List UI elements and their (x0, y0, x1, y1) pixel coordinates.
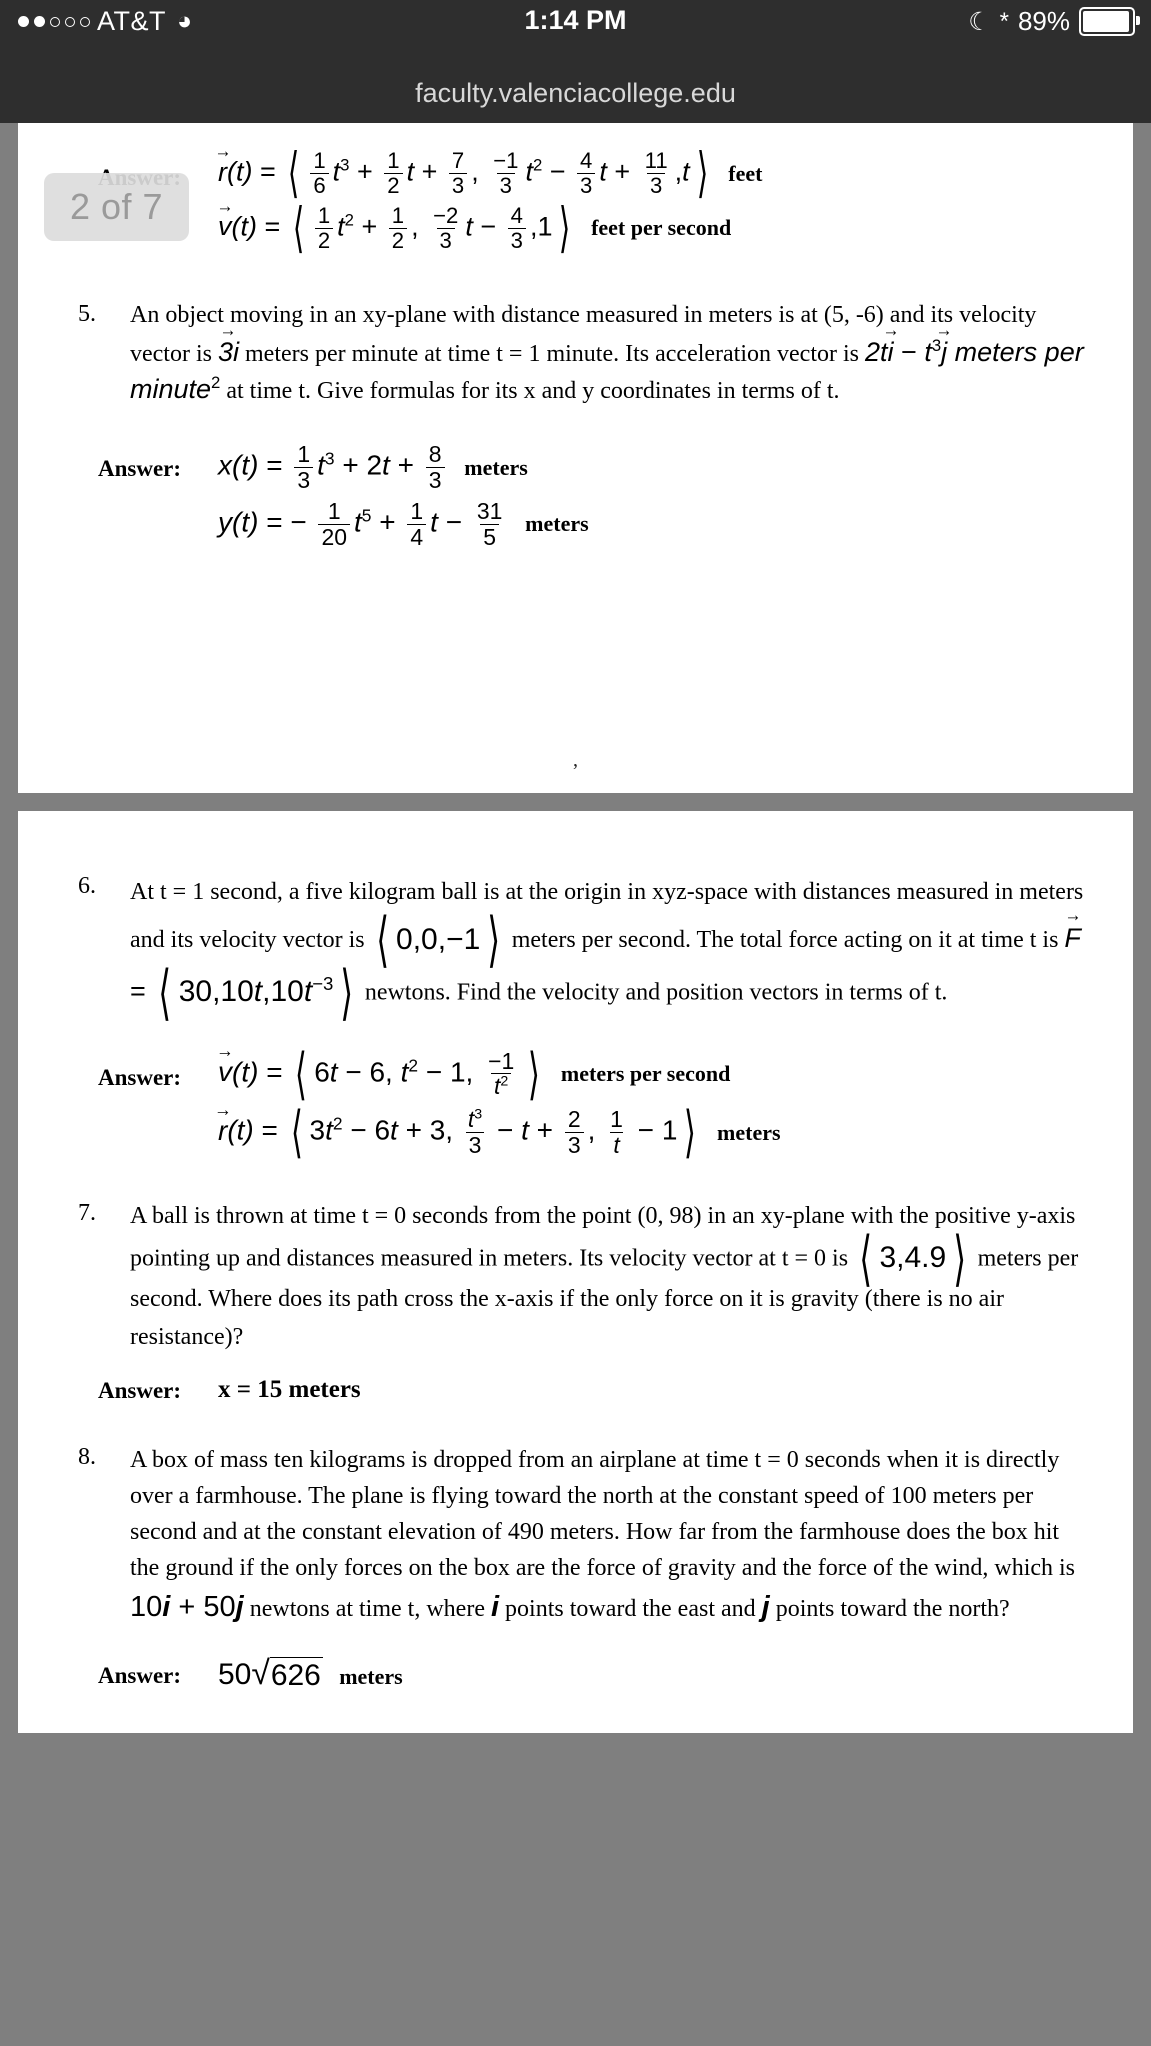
q4-answer-r-math: r →(t) = ⟨ $\frac{1}{6}$ $t^3$ + $\frac{1}{2}$ t + $\frac{7}{3}$ , $\frac{-1}{3}$ $t^2$ − $\frac{4}{3}$ t + $\frac{11}{3}$ ,t ⟩ feet (218, 145, 762, 198)
page-divider (0, 793, 1151, 811)
problem-text (130, 1442, 1093, 1630)
problem-6 (58, 871, 1093, 1026)
problem-text-part-2: meters per minute at time t = 1 minute. Its acceleration vector is (239, 340, 865, 367)
problem-5 (58, 299, 1093, 409)
problem-inline-math-2: 2ti → − $t^3j$ → meters per minute$^2$ (130, 337, 1084, 404)
document-page-1 (18, 123, 1133, 793)
stray-mark: , (573, 749, 578, 772)
answer-label: Answer: (98, 1064, 182, 1090)
answer-label: Answer: (98, 456, 182, 482)
page-2-content (18, 811, 1133, 1703)
problem-text-part-3: newtons. Find the velocity and position vectors in terms of t. (358, 979, 948, 1006)
problem-text-part-1: An object moving in an xy-plane with distance measured in meters is at (5, -6) and its velocity vector is (130, 301, 1037, 367)
problem-text-part-3: at time t. Give formulas for its x and y coordinates in terms of t. (220, 377, 840, 404)
q8-answer-coefficient: 50 (218, 1658, 252, 1692)
problem-text-part-2: newtons at time t, where (243, 1595, 491, 1622)
q8-answer-math (218, 1653, 403, 1693)
problem-inline-math-1: ⟨ 3,4.9 ⟩ (859, 1224, 967, 1292)
problem-inline-math-1: 10i + 50j (130, 1590, 244, 1623)
page-indicator-badge: 2 of 7 (44, 173, 189, 241)
status-bar-right (968, 6, 1135, 37)
wifi-icon: ◕ (177, 7, 193, 35)
answer-spacer (58, 495, 218, 509)
document-page-2 (18, 811, 1133, 1733)
q6-answer-v-math: v →(t) = ⟨ 6t − 6, $t^2 - 1$, $\frac{-1}{t^2}$ ⟩ meters per second (218, 1045, 730, 1100)
problem-number: 8. (78, 1443, 96, 1470)
q5-answer-x-math: x(t) = $\frac{1}{3}$ $t^3 + 2t$ + $\frac{8}{3}$ meters (218, 441, 528, 494)
carrier-label: AT&T (97, 6, 166, 36)
problem-8 (58, 1442, 1093, 1630)
problem-inline-math-1: ⟨ 0,0,−1 ⟩ (375, 906, 501, 974)
q8-answer-row (58, 1653, 1093, 1693)
clock-label: 1:14 PM (524, 5, 627, 35)
problem-text (130, 1198, 1093, 1356)
q6-answer-row-v (58, 1041, 1093, 1105)
answer-spacer (58, 1103, 218, 1117)
q5-answer-y-math: y(t) = − $\frac{1}{20}$ $t^5$ + $\frac{1}{4}$ t − $\frac{31}{5}$ meters (218, 497, 589, 550)
q4-answer-v-math: v →(t) = ⟨ $\frac{1}{2}$ $t^2$ + $\frac{1}{2}$ , $\frac{-2}{3}$ t − $\frac{4}{3}$ ,1 ⟩ feet per second (218, 200, 731, 253)
problem-text-part-4: points toward the north? (769, 1595, 1010, 1622)
problem-7 (58, 1198, 1093, 1356)
status-bar (0, 0, 1151, 78)
problem-text-part-1: At t = 1 second, a five kilogram ball is at the origin in xyz-space with distances measured in meters and its velocity vector is (130, 879, 1084, 953)
q4-answer-row-r (58, 142, 1093, 203)
q8-answer-radicand: 626 (270, 1659, 321, 1693)
problem-number: 5. (78, 300, 96, 327)
q6-answer-r-math: r →(t) = ⟨ $3t^2 - 6t + 3$, $\frac{t^3}{3}$ − t + $\frac{2}{3}$ , $\frac{1}{t}$ − 1 ⟩ meters (218, 1103, 781, 1158)
problem-inline-math-2: i (490, 1590, 500, 1623)
do-not-disturb-icon: ☾ (968, 7, 991, 36)
q6-answer-row-r (58, 1100, 1093, 1164)
q7-answer-row (58, 1376, 1093, 1404)
problem-text-part-1: A ball is thrown at time t = 0 seconds from the point (0, 98) in an xy-plane with the positive y-axis pointing up and distances measured in meters. Its velocity vector at t = 0 is (130, 1202, 1076, 1272)
problem-inline-math-1: 3i → (218, 337, 239, 367)
problem-text (130, 871, 1093, 1026)
problem-text-part-1: A box of mass ten kilograms is dropped from an airplane at time t = 0 seconds when it is directly over a farmhouse. The plane is flying toward the north at the constant speed of 100 meters per second and at the constant elevation of 490 meters. How far from the farmhouse does the box hit the ground if the only forces on the box are the force of gravity and the force of the wind, which is (130, 1446, 1076, 1581)
problem-text-part-3: points toward the east and (499, 1595, 762, 1622)
address-bar[interactable]: faculty.valenciacollege.edu (0, 78, 1151, 123)
battery-percent-label: 89% (1017, 6, 1070, 36)
problem-inline-math-3: j (761, 1590, 770, 1623)
q5-answer-row-x (58, 438, 1093, 493)
battery-icon (1079, 7, 1135, 36)
q7-answer-text: x = 15 meters (218, 1375, 361, 1403)
problem-text (130, 299, 1093, 409)
problem-number: 6. (78, 873, 96, 899)
problem-text-part-2: meters per second. Where does its path cross the x-axis if the only force on it is gravity (there is no air resistance)? (130, 1245, 1079, 1350)
problem-text-part-2: meters per second. The total force acting on it at time t is (505, 927, 1065, 953)
problem-inline-math-2: F → = ⟨ $30,10t,10t^{-3}$ ⟩ (130, 923, 1081, 1006)
q4-answer-row-v (58, 197, 1093, 258)
answer-label: Answer: (98, 1663, 182, 1689)
q7-answer-math (218, 1376, 361, 1404)
problem-number: 7. (78, 1199, 96, 1226)
q5-answer-row-y (58, 495, 1093, 550)
square-root-icon: √ 626 (251, 1655, 321, 1693)
q8-answer-unit: meters (339, 1664, 403, 1690)
bluetooth-icon: * (999, 7, 1009, 35)
answer-label: Answer: (98, 1377, 182, 1403)
